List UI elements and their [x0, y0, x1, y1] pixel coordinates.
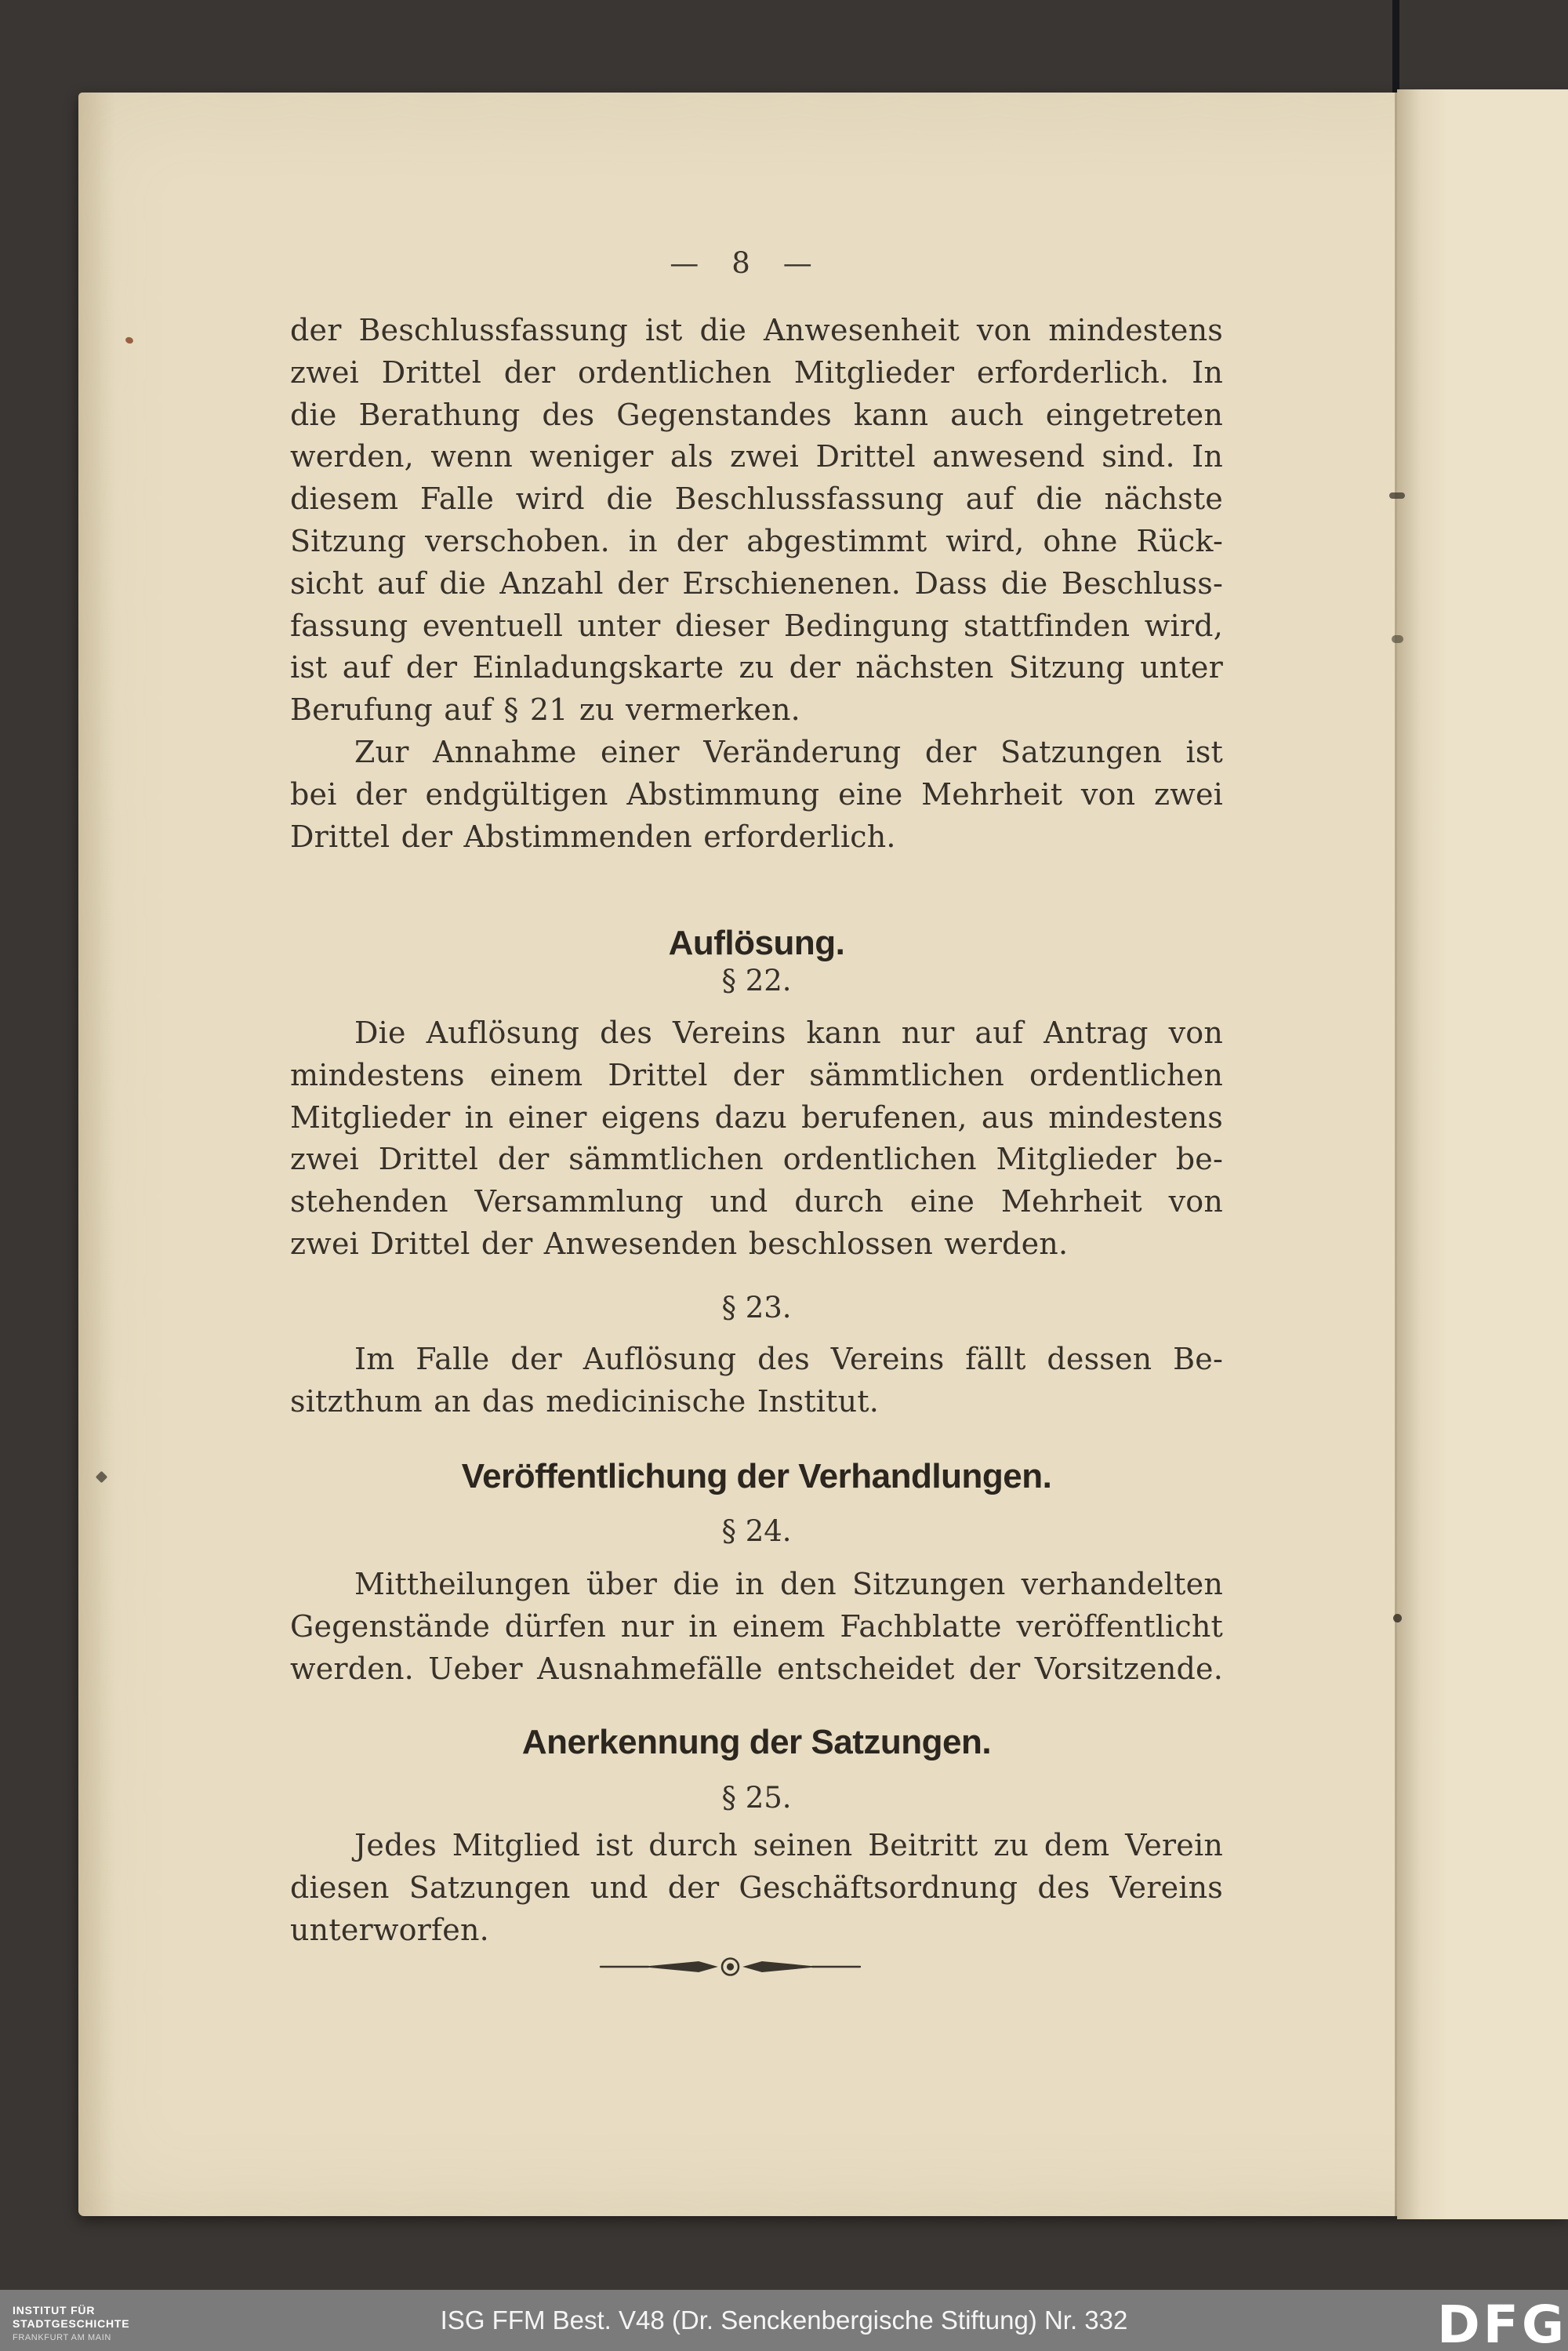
paragraph	[290, 310, 1223, 858]
archive-caption-bar	[0, 2290, 1568, 2351]
page-number-dash-left: —	[670, 246, 699, 280]
text-line: diesen Satzungen und der Geschäftsordnung des Vereins	[290, 1870, 1223, 1905]
text-line: bei der endgültigen Abstimmung eine Mehrheit von zwei	[290, 776, 1223, 812]
crease-smudge	[1392, 635, 1403, 643]
book-spine-shadow	[1392, 0, 1399, 97]
text-line: ist auf der Einladungskarte zu der nächsten Sitzung unter	[290, 650, 1223, 685]
text-line: Mittheilungen über die in den Sitzungen verhandelten	[354, 1567, 1223, 1601]
section-divider-ornament	[598, 1954, 862, 1979]
archive-reference-caption: ISG FFM Best. V48 (Dr. Senckenbergische Stiftung) Nr. 332	[440, 2306, 1128, 2335]
crease-smudge	[1389, 492, 1405, 499]
text-line: diesem Falle wird die Beschlussfassung auf die nächste	[290, 481, 1223, 517]
text-line: Die Auflösung des Vereins kann nur auf Antrag von	[354, 1016, 1223, 1050]
page-number-dash-right: —	[782, 246, 812, 280]
section-heading-veroeffentlichung: Veröffentlichung der Verhandlungen.	[461, 1457, 1052, 1495]
crease-smudge	[1393, 1614, 1402, 1622]
page-number-value: 8	[731, 246, 750, 280]
page-number	[290, 246, 1192, 280]
paragraph-sign-22: § 22.	[721, 964, 792, 997]
text-line: zwei Drittel der sämmtlichen ordentlichen Mitglieder be-	[290, 1142, 1223, 1177]
text-line: die Berathung des Gegenstandes kann auch eingetreten	[290, 397, 1223, 432]
paragraph	[290, 1339, 1223, 1423]
text-line: Sitzung verschoben. in der abgestimmt wird, ohne Rück-	[290, 523, 1223, 558]
text-line: werden. Ueber Ausnahmefälle entscheidet der Vorsitzende.	[290, 1651, 1223, 1686]
section-heading-aufloesung: Auflösung.	[668, 924, 845, 962]
text-line: der Beschlussfassung ist die Anwesenheit von mindestens	[290, 313, 1223, 347]
text-line: Mitglieder in einer eigens dazu berufenen, aus mindestens	[290, 1099, 1223, 1135]
paragraph	[290, 1012, 1223, 1266]
text-line: Im Falle der Auflösung des Vereins fällt dessen Be-	[354, 1342, 1223, 1376]
dfg-logo: DFG	[1437, 2295, 1568, 2351]
institute-logo-line1: INSTITUT FÜR	[13, 2304, 96, 2316]
text-line: Drittel der Abstimmenden erforderlich.	[290, 819, 896, 854]
page-fold-crease	[1395, 93, 1397, 2216]
text-line: Zur Annahme einer Veränderung der Satzungen ist	[354, 734, 1223, 769]
text-line: werden, wenn weniger als zwei Drittel anwesend sind. In	[290, 439, 1223, 474]
text-line: zwei Drittel der ordentlichen Mitglieder erforderlich. In	[290, 354, 1223, 390]
text-line: Berufung auf § 21 zu vermerken.	[290, 692, 800, 728]
text-line: zwei Drittel der Anwesenden beschlossen werden.	[290, 1226, 1069, 1261]
paragraph-sign-23: § 23.	[721, 1291, 792, 1324]
text-line: stehenden Versammlung und durch eine Mehrheit von	[290, 1184, 1223, 1219]
facing-page-edge	[1397, 89, 1568, 2219]
paragraph	[290, 1825, 1223, 1951]
text-line: sitzthum an das medicinische Institut.	[290, 1383, 880, 1419]
text-line: mindestens einem Drittel der sämmtlichen ordentlichen	[290, 1057, 1223, 1092]
institute-logo-line3: FRANKFURT AM MAIN	[13, 2333, 111, 2342]
institute-logo-line2: STADTGESCHICHTE	[13, 2317, 130, 2330]
text-line: Jedes Mitglied ist durch seinen Beitritt zu dem Verein	[354, 1828, 1223, 1862]
paragraph	[290, 1564, 1223, 1690]
text-line: unterworfen.	[290, 1912, 489, 1947]
text-line: fassung eventuell unter dieser Bedingung stattfinden wird,	[290, 608, 1223, 643]
text-line: sicht auf die Anzahl der Erschienenen. Dass die Beschluss-	[290, 565, 1223, 601]
paragraph-sign-24: § 24.	[721, 1514, 792, 1548]
text-line: Gegenstände dürfen nur in einem Fachblatte veröffentlicht	[290, 1608, 1223, 1644]
section-heading-anerkennung: Anerkennung der Satzungen.	[521, 1723, 992, 1761]
paragraph-sign-25: § 25.	[721, 1781, 792, 1815]
